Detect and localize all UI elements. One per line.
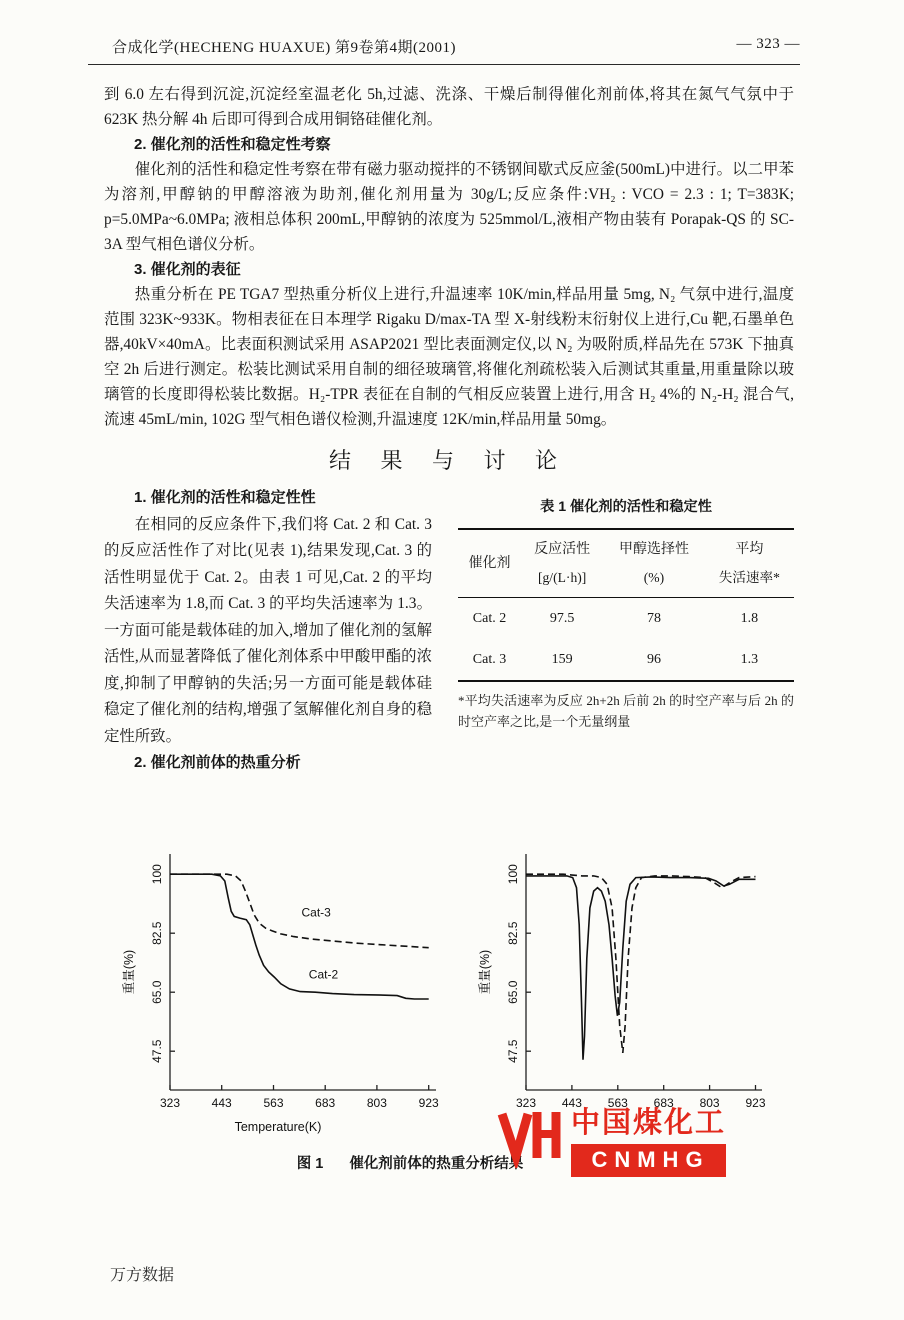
table-row: Cat. 3 159 96 1.3	[472, 652, 759, 667]
svg-text:563: 563	[263, 1096, 284, 1110]
two-column-block	[104, 485, 794, 750]
svg-text:923: 923	[745, 1096, 766, 1110]
figure-caption-text: 催化剂前体的热重分析结果	[349, 1156, 524, 1172]
results-subheading-1: 1. 催化剂的活性和稳定性性	[134, 489, 316, 506]
figure-caption-label: 图 1	[296, 1156, 324, 1172]
svg-text:803: 803	[366, 1096, 387, 1110]
col-header-selectivity: 甲醇选择性 (%)	[603, 529, 704, 598]
wanfang-data-mark: 万方数据	[110, 1267, 175, 1284]
watermark-logo	[497, 1106, 726, 1177]
page-number: — 323 —	[736, 36, 800, 52]
coal-chem-logo-icon	[497, 1106, 563, 1168]
svg-text:323: 323	[159, 1096, 181, 1110]
results-paragraph: 在相同的反应条件下,我们将 Cat. 2 和 Cat. 3 的反应活性作了对比(见表 1),结果发现,Cat. 3 的活性明显优于 Cat. 2。由表 1 可见,Cat. 2 的平均失活速率为 1.8,而 Cat. 3 的平均失活速率为 1.3。一方面可能是载体硅的加入,增加了催化剂的氢解活性,从而显著降低了催化剂体系中甲酸甲酯的浓度,抑制了甲醇钠的失活;另一方面可能是载体硅稳定了催化剂的结构,增强了氢解催化剂自身的稳定性所致。	[104, 515, 432, 745]
tg-chart-right	[474, 838, 774, 1138]
subsection-heading-3: 3. 催化剂的表征	[134, 261, 241, 278]
svg-text:683: 683	[653, 1096, 674, 1110]
watermark-english-text: CNMHG	[571, 1144, 726, 1177]
figure-1	[118, 838, 782, 1138]
col-header-activity: 反应活性 [g/(L·h)]	[521, 529, 603, 598]
svg-text:323: 323	[515, 1096, 537, 1110]
svg-text:100: 100	[150, 864, 164, 885]
svg-text:65.0: 65.0	[150, 980, 164, 1004]
svg-text:47.5: 47.5	[506, 1039, 520, 1063]
activity-stability-table	[458, 528, 794, 682]
table-footnote: *平均失活速率为反应 2h+2h 后前 2h 的时空产率与后 2h 的时空产率之比,是一个无量纲量	[458, 693, 794, 729]
svg-text:82.5: 82.5	[506, 921, 520, 945]
svg-text:47.5: 47.5	[150, 1039, 164, 1063]
svg-text:923: 923	[418, 1096, 439, 1110]
results-subheading-2: 2. 催化剂前体的热重分析	[134, 754, 301, 771]
svg-text:443: 443	[211, 1096, 232, 1110]
col-header-deactivation: 平均 失活速率*	[705, 529, 794, 598]
col-header-catalyst: 催化剂	[458, 529, 521, 598]
svg-text:Temperature(K): Temperature(K)	[234, 1120, 322, 1134]
svg-text:65.0: 65.0	[506, 980, 520, 1004]
svg-text:803: 803	[699, 1096, 720, 1110]
table-row: Cat. 2 97.5 78 1.8	[472, 611, 759, 626]
svg-text:重量(%): 重量(%)	[122, 949, 136, 995]
tg-chart-left	[118, 838, 448, 1138]
svg-text:82.5: 82.5	[150, 921, 164, 945]
right-column	[458, 485, 794, 750]
article-body	[104, 82, 794, 775]
journal-title: 合成化学(HECHENG HUAXUE) 第9卷第4期(2001)	[112, 40, 456, 56]
svg-text:443: 443	[561, 1096, 582, 1110]
svg-text:Cat-2: Cat-2	[308, 967, 339, 982]
watermark-chinese-text: 中国煤化工	[571, 1107, 727, 1139]
left-column	[104, 485, 432, 750]
svg-text:563: 563	[607, 1096, 628, 1110]
body-paragraph-2: 催化剂的活性和稳定性考察在带有磁力驱动搅拌的不锈钢间歇式反应釜(500mL)中进行。以二甲苯为溶剂,甲醇钠的甲醇溶液为助剂,催化剂用量为 30g/L;反应条件:VH₂ : VCO = 2.3 : 1; T=383K; p=5.0MPa~6.0MPa; 液相总体积 200mL,甲醇钠的浓度为 525mmol/L,液相产物由装有 Porapak-QS 的 SC-3A 型气相色谱仪分析。	[104, 161, 794, 253]
watermark-text-block	[571, 1106, 726, 1177]
svg-text:100: 100	[506, 864, 520, 885]
svg-text:Cat-3: Cat-3	[301, 905, 331, 920]
page-header	[112, 36, 800, 57]
subsection-heading-2: 2. 催化剂的活性和稳定性考察	[134, 136, 331, 153]
body-paragraph-1: 到 6.0 左右得到沉淀,沉淀经室温老化 5h,过滤、洗涤、干燥后制得催化剂前体,将其在氮气气氛中于 623K 热分解 4h 后即可得到合成用铜铬硅催化剂。	[104, 86, 794, 128]
svg-text:683: 683	[315, 1096, 336, 1110]
section-title: 结 果 与 讨 论	[328, 448, 569, 473]
header-rule	[88, 64, 800, 65]
body-paragraph-3: 热重分析在 PE TGA7 型热重分析仪上进行,升温速率 10K/min,样品用量 5mg, N₂ 气氛中进行,温度范围 323K~933K。物相表征在日本理学 Rigaku D/max-TA 型 X-射线粉末衍射仪上进行,Cu 靶,石墨单色器,40kV×40mA。比表面积测试采用 ASAP2021 型比表面测定仪,以 N₂ 为吸附质,样品先在 573K 下抽真空 2h 后进行测定。松装比测试采用自制的细径玻璃管,将催化剂疏松装入后测试其重量,用重量除以玻璃管的长度即得松装比数据。H₂-TPR 表征在自制的气相反应装置上进行,用含 H₂ 4%的 N₂-H₂ 混合气,流速 45mL/min, 102G 型气相色谱仪检测,升温速度 12K/min,样品用量 50mg。	[104, 286, 794, 428]
table-title: 表 1 催化剂的活性和稳定性	[540, 499, 712, 515]
svg-text:重量(%): 重量(%)	[478, 949, 492, 995]
